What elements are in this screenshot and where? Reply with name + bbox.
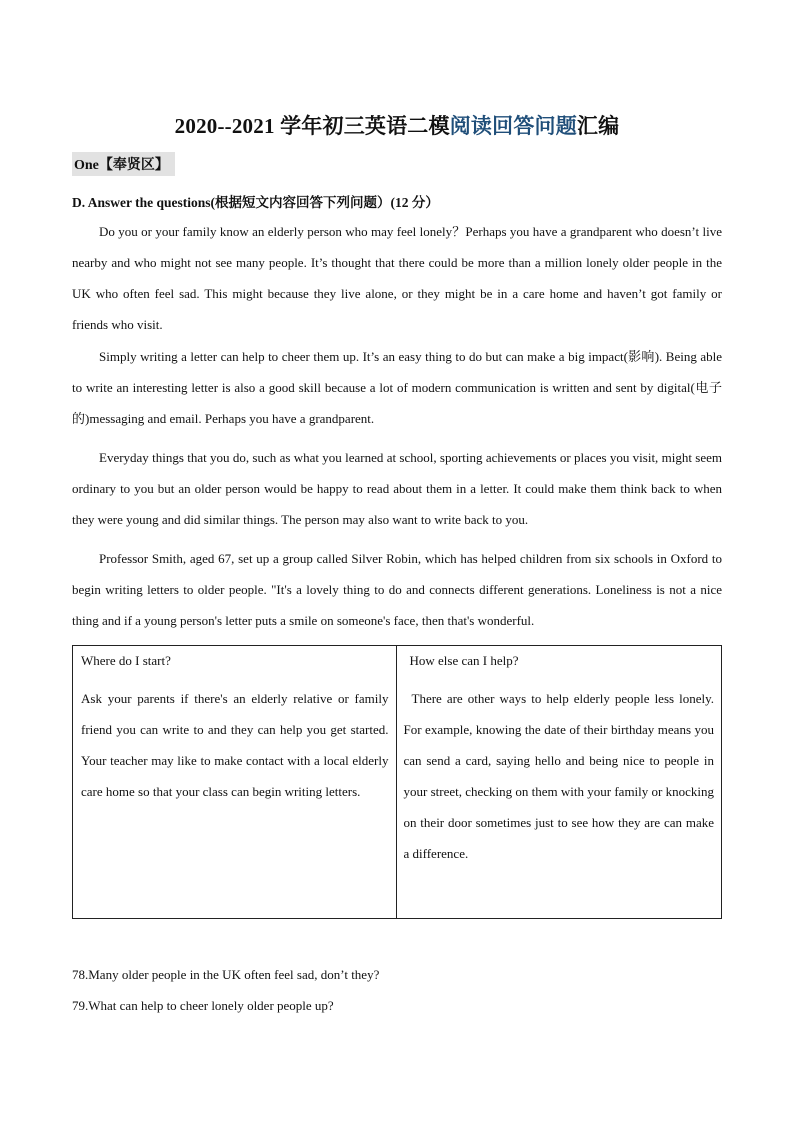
question-78: 78.Many older people in the UK often feel sad, don’t they? xyxy=(72,967,380,982)
passage-paragraph-1: Do you or your family know an elderly person who may feel lonely？Perhaps you have a grandparent who doesn’t live nearby and who might not see many people. It’s thought that there could be more than a million lonely older people in the UK who often feel sad. This might because they live alone, or they might be in a care home and haven’t got family or friends who visit. xyxy=(72,224,722,332)
section-tag: One【奉贤区】 xyxy=(72,152,175,176)
page-title xyxy=(0,110,794,140)
table-cell-right xyxy=(397,646,722,918)
passage-paragraph-2: Simply writing a letter can help to cheer them up. It’s an easy thing to do but can make a big impact(影响). Being able to write an interesting letter is also a good skill because a lot of modern communication is written and sent by digital(电子的)messaging and email. Perhaps you have a grandparent. xyxy=(72,349,722,426)
table-right-body: There are other ways to help elderly people less lonely. For example, knowing the date of their birthday means you can send a card, saying hello and being nice to people in your street, checking on them with your family or knocking on their door sometimes just to see how they are can make a difference. xyxy=(403,691,714,861)
passage-paragraph-4: Professor Smith, aged 67, set up a group called Silver Robin, which has helped children from six schools in Oxford to begin writing letters to older people. "It's a lovely thing to do and connects different generations. Loneliness is not a nice thing and if a young person's letter puts a smile on someone's face, then that's wonderful. xyxy=(72,551,722,628)
passage-paragraph-3: Everyday things that you do, such as what you learned at school, sporting achievements or places you visit, might seem ordinary to you but an older person would be happy to read about them in a letter. It could make them think back to when they were young and did similar things. The person may also want to write back to you. xyxy=(72,450,722,527)
title-main: 2020--2021 学年初三英语二模 xyxy=(174,114,450,138)
instruction-heading: D. Answer the questions(根据短文内容回答下列问题）(12 分） xyxy=(72,195,439,210)
table-cell-left xyxy=(73,646,397,918)
question-79: 79.What can help to cheer lonely older people up? xyxy=(72,998,334,1013)
title-accent: 阅读回答问题 xyxy=(449,114,577,138)
table-right-heading: How else can I help? xyxy=(409,653,519,668)
table-left-body: Ask your parents if there's an elderly relative or family friend you can write to and they can help you get started. Your teacher may like to make contact with a local elderly care home so that your class can begin writing letters. xyxy=(81,691,389,799)
table-left-heading: Where do I start? xyxy=(81,653,171,668)
title-tail: 汇编 xyxy=(576,114,620,138)
info-table xyxy=(72,645,722,919)
